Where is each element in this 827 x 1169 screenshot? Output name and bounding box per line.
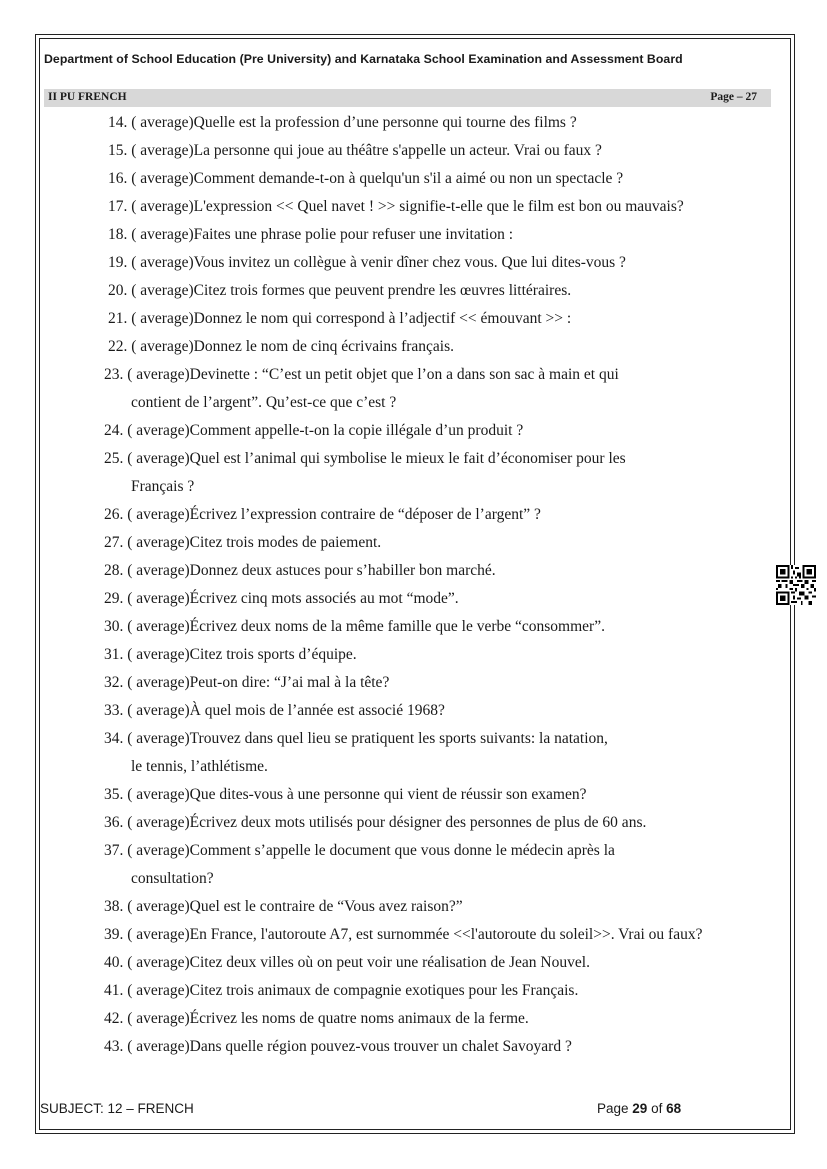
question-text: ( average)En France, l'autoroute A7, est surnommée <<l'autoroute du soleil>>. Vrai ou faux? bbox=[127, 926, 703, 943]
question-item bbox=[104, 618, 605, 636]
question-text: ( average)Quel est le contraire de “Vous avez raison?” bbox=[127, 898, 463, 915]
question-text: ( average)Donnez le nom de cinq écrivains français. bbox=[131, 338, 455, 355]
question-number: 40. bbox=[104, 954, 124, 971]
question-number: 30. bbox=[104, 618, 124, 635]
question-number: 26. bbox=[104, 506, 124, 523]
question-text: ( average)Trouvez dans quel lieu se pratiquent les sports suivants: la natation, bbox=[127, 730, 608, 747]
section-page-label: Page – 27 bbox=[710, 91, 757, 103]
question-item bbox=[104, 730, 608, 748]
question-number: 21. bbox=[108, 310, 128, 327]
question-text: ( average)Quelle est la profession d’une personne qui tourne des films ? bbox=[131, 114, 577, 131]
question-continuation: contient de l’argent”. Qu’est-ce que c’est ? bbox=[131, 394, 397, 411]
question-item bbox=[104, 562, 496, 580]
question-text: ( average)Citez trois formes que peuvent prendre les œuvres littéraires. bbox=[131, 282, 572, 299]
question-continuation: Français ? bbox=[131, 478, 195, 495]
footer-page-number bbox=[597, 1101, 681, 1116]
question-text: ( average)Peut-on dire: “J’ai mal à la tête? bbox=[127, 674, 390, 691]
question-item bbox=[104, 1010, 529, 1028]
question-text: ( average)Donnez deux astuces pour s’habiller bon marché. bbox=[127, 562, 496, 579]
question-item bbox=[108, 170, 623, 188]
question-text: ( average)Citez trois sports d’équipe. bbox=[127, 646, 357, 663]
question-item bbox=[104, 814, 646, 832]
question-item bbox=[104, 898, 463, 916]
board-header-title: Department of School Education (Pre University) and Karnataka School Examination and Assessment Board bbox=[44, 52, 683, 66]
question-number: 18. bbox=[108, 226, 128, 243]
question-item bbox=[104, 590, 459, 608]
question-text: ( average)Comment s’appelle le document que vous donne le médecin après la bbox=[127, 842, 615, 859]
question-item bbox=[104, 366, 619, 384]
question-item bbox=[104, 842, 615, 860]
question-text: ( average)Faites une phrase polie pour refuser une invitation : bbox=[131, 226, 514, 243]
question-text: ( average)Citez trois modes de paiement. bbox=[127, 534, 382, 551]
question-number: 37. bbox=[104, 842, 124, 859]
subject-label: II PU FRENCH bbox=[48, 91, 127, 103]
question-number: 25. bbox=[104, 450, 124, 467]
question-number: 15. bbox=[108, 142, 128, 159]
footer-page-prefix: Page bbox=[597, 1101, 633, 1116]
question-number: 34. bbox=[104, 730, 124, 747]
question-number: 36. bbox=[104, 814, 124, 831]
question-text: ( average)Citez deux villes où on peut voir une réalisation de Jean Nouvel. bbox=[127, 954, 590, 971]
question-item bbox=[104, 702, 445, 720]
question-item bbox=[104, 506, 541, 524]
question-number: 23. bbox=[104, 366, 124, 383]
question-text: ( average)Vous invitez un collègue à venir dîner chez vous. Que lui dites-vous ? bbox=[131, 254, 626, 271]
question-number: 38. bbox=[104, 898, 124, 915]
question-text: ( average)Comment demande-t-on à quelqu'un s'il a aimé ou non un spectacle ? bbox=[131, 170, 624, 187]
question-item bbox=[104, 1038, 572, 1056]
question-text: ( average)Devinette : “C’est un petit objet que l’on a dans son sac à main et qui bbox=[127, 366, 619, 383]
question-item bbox=[108, 338, 454, 356]
question-number: 39. bbox=[104, 926, 124, 943]
question-text: ( average)Écrivez deux noms de la même famille que le verbe “consommer”. bbox=[127, 618, 605, 635]
question-item bbox=[108, 282, 571, 300]
footer-subject: SUBJECT: 12 – FRENCH bbox=[40, 1101, 194, 1116]
question-item bbox=[104, 422, 523, 440]
question-item bbox=[108, 310, 571, 328]
question-number: 29. bbox=[104, 590, 124, 607]
question-number: 17. bbox=[108, 198, 128, 215]
question-item bbox=[108, 226, 513, 244]
question-text: ( average)Que dites-vous à une personne qui vient de réussir son examen? bbox=[127, 786, 587, 803]
question-text: ( average)Écrivez les noms de quatre noms animaux de la ferme. bbox=[127, 1010, 529, 1027]
question-number: 33. bbox=[104, 702, 124, 719]
question-item bbox=[104, 982, 578, 1000]
question-item bbox=[104, 450, 626, 468]
question-number: 22. bbox=[108, 338, 128, 355]
question-item bbox=[108, 142, 602, 160]
question-item bbox=[104, 954, 590, 972]
question-number: 14. bbox=[108, 114, 128, 131]
question-text: ( average)L'expression << Quel navet ! >> signifie-t-elle que le film est bon ou mauvais? bbox=[131, 198, 684, 215]
question-item bbox=[104, 926, 702, 944]
question-number: 31. bbox=[104, 646, 124, 663]
question-text: ( average)Écrivez deux mots utilisés pour désigner des personnes de plus de 60 ans. bbox=[127, 814, 647, 831]
question-continuation: le tennis, l’athlétisme. bbox=[131, 758, 268, 775]
question-text: ( average)Écrivez l’expression contraire de “déposer de l’argent” ? bbox=[127, 506, 541, 523]
question-item bbox=[104, 534, 381, 552]
qr-code-icon bbox=[776, 565, 816, 605]
question-number: 20. bbox=[108, 282, 128, 299]
question-item bbox=[104, 646, 357, 664]
question-text: ( average)La personne qui joue au théâtre s'appelle un acteur. Vrai ou faux ? bbox=[131, 142, 602, 159]
question-item bbox=[108, 198, 684, 216]
subject-bar bbox=[44, 89, 771, 107]
question-text: ( average)À quel mois de l’année est associé 1968? bbox=[127, 702, 445, 719]
question-continuation: consultation? bbox=[131, 870, 214, 887]
question-text: ( average)Donnez le nom qui correspond à l’adjectif << émouvant >> : bbox=[131, 310, 572, 327]
question-number: 35. bbox=[104, 786, 124, 803]
question-number: 28. bbox=[104, 562, 124, 579]
footer-page-total: 68 bbox=[666, 1101, 682, 1116]
question-text: ( average)Quel est l’animal qui symbolise le mieux le fait d’économiser pour les bbox=[127, 450, 626, 467]
question-item bbox=[104, 674, 389, 692]
question-number: 32. bbox=[104, 674, 124, 691]
question-number: 24. bbox=[104, 422, 124, 439]
question-text: ( average)Comment appelle-t-on la copie illégale d’un produit ? bbox=[127, 422, 524, 439]
question-item bbox=[104, 786, 587, 804]
footer-page-current: 29 bbox=[632, 1101, 648, 1116]
question-number: 42. bbox=[104, 1010, 124, 1027]
question-number: 16. bbox=[108, 170, 128, 187]
question-text: ( average)Dans quelle région pouvez-vous trouver un chalet Savoyard ? bbox=[127, 1038, 572, 1055]
question-text: ( average)Citez trois animaux de compagnie exotiques pour les Français. bbox=[127, 982, 579, 999]
question-number: 43. bbox=[104, 1038, 124, 1055]
question-number: 19. bbox=[108, 254, 128, 271]
question-text: ( average)Écrivez cinq mots associés au mot “mode”. bbox=[127, 590, 459, 607]
question-number: 41. bbox=[104, 982, 124, 999]
footer-page-middle: of bbox=[647, 1101, 667, 1116]
question-number: 27. bbox=[104, 534, 124, 551]
question-item bbox=[108, 114, 577, 132]
question-item bbox=[108, 254, 626, 272]
